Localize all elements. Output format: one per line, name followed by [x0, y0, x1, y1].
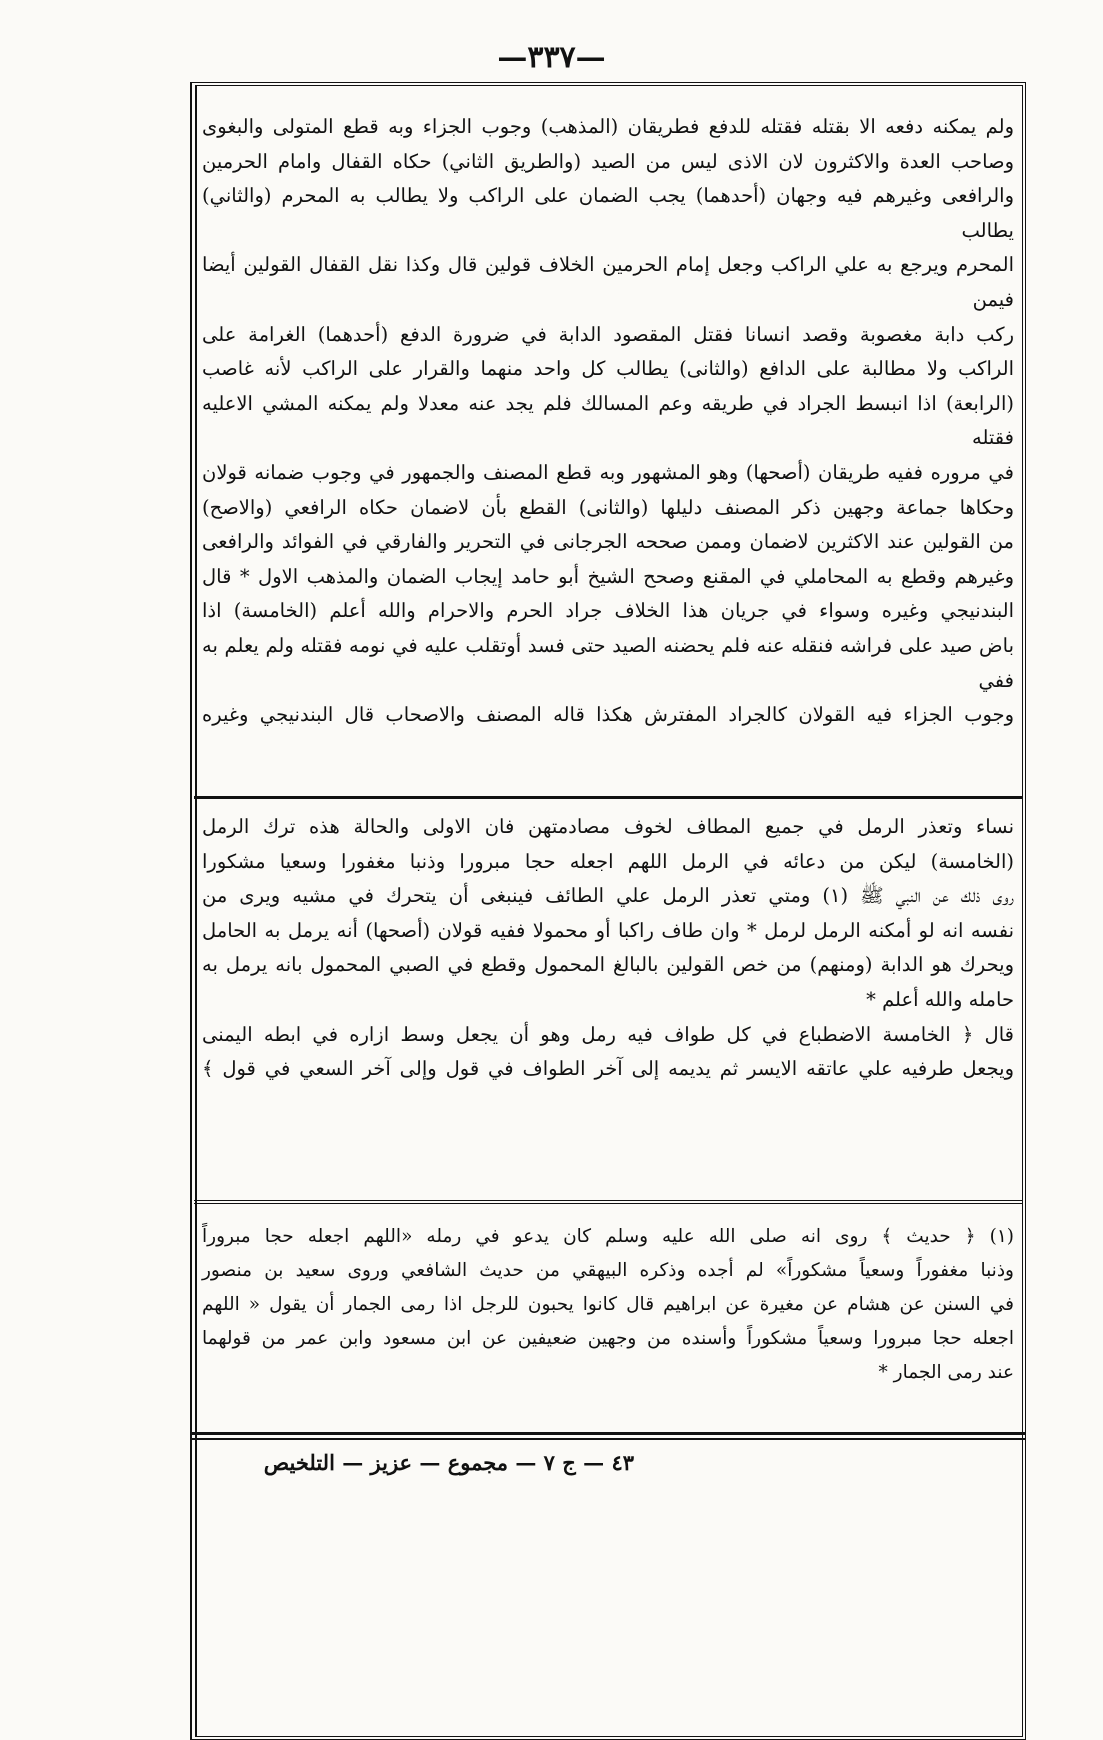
- footnote-block: [202, 1220, 1014, 1390]
- commentary-line: ركب دابة مغصوبة وقصد انسانا فقتل المقصود الدابة في ضرورة الدفع (أحدهما) الغرامة على: [202, 322, 1014, 346]
- commentary-line: وحكاها جماعة وجهين ذكر المصنف دليلها (والثانى) القطع بأن لاضمان حكاه الرافعي (والاصح): [202, 495, 1014, 519]
- commentary-line: ولم يمكنه دفعه الا بقتله فقتله للدفع فطريقان (المذهب) وجوب الجزاء وبه قطع المتولى والبغوى: [202, 115, 1014, 138]
- main-text-block: [202, 810, 1014, 1087]
- commentary-line: وجوب الجزاء فيه القولان كالجراد المفترش هكذا قاله المصنف والاصحاب قال البندنيجي وغيره: [202, 703, 1014, 727]
- commentary-line: وغيرهم وقطع به المحاملي في المقنع وصحح الشيخ أبو حامد إيجاب الضمان والمذهب الاول * قال: [202, 564, 1014, 588]
- section-divider: [194, 796, 1022, 799]
- commentary-line: وصاحب العدة والاكثرون لان الاذى ليس من الصيد (والطريق الثاني) حكاه القفال وامام الحرمين: [202, 149, 1014, 173]
- footnote-line: وذنبا مغفوراً وسعياً مشكوراً» لم أجده وذكره البيهقي من حديث الشافعي وروى سعيد بن منصور: [202, 1260, 1014, 1281]
- main-text-line: (الخامسة) ليكن من دعائه في الرمل اللهم اجعله حجا مبرورا وذنبا مغفورا وسعيا مشكورا: [202, 849, 1014, 873]
- commentary-line: (الرابعة) اذا انبسط الجراد في طريقه وعم المسالك فلم يجد عنه معدلا ولم يمكنه المشي الاعليه فقتله: [202, 391, 1014, 450]
- commentary-block: [202, 110, 1014, 733]
- main-text-line: نساء وتعذر الرمل في جميع المطاف لخوف مصادمتهن فان الاولى والحالة هذه ترك الرمل: [202, 815, 1014, 838]
- main-text-line: نفسه انه لو أمكنه الرمل لرمل * وان طاف راكبا أو محمولا ففيه قولان (أصحها) أنه يرمل به الحامل: [202, 918, 1014, 942]
- footnote-line: في السنن عن هشام عن مغيرة عن ابراهيم قال كانوا يحبون للرجل اذا رمى الجمار أن يقول « اللهم: [202, 1294, 1014, 1315]
- main-text-line: قال ﴿ الخامسة الاضطباع في كل طواف فيه رمل وهو أن يجعل وسط ازاره في ابطه اليمنى: [202, 1022, 1014, 1046]
- main-text-line: ويجعل طرفيه علي عاتقه الايسر ثم يديمه إلى آخر الطواف في قول وإلى آخر السعي في قول ﴾: [202, 1057, 1014, 1081]
- commentary-line: البندنيجي وغيره وسواء في جريان هذا الخلاف جراد الحرم والاحرام والله أعلم (الخامسة) اذا: [202, 599, 1014, 623]
- footnote-line: اجعله حجا مبرورا وسعياً مشكوراً وأسنده من وجهين ضعيفين عن ابن مسعود وابن عمر من قولهما: [202, 1328, 1014, 1349]
- page-number: —٣٣٧—: [497, 40, 606, 75]
- footnote-line: (١) ﴿ حديث ﴾ روى انه صلى الله عليه وسلم كان يدعو في رمله «اللهم اجعله حجا مبروراً: [202, 1226, 1014, 1247]
- commentary-line: والرافعى وغيرهم فيه وجهان (أحدهما) يجب الضمان على الراكب ولا يطالب به المحرم (والثاني) يطالب: [202, 184, 1014, 242]
- page-footer-signature: ٤٣ — ج ٧ — مجموع — عزيز — التلخيص: [263, 1450, 634, 1475]
- main-text-line: ويحرك هو الدابة (ومنهم) من خص القولين بالبالغ المحمول وقطع في الصبي المحمول بانه يرمل به: [202, 953, 1014, 977]
- commentary-line: في مروره ففيه طريقان (أصحها) وهو المشهور وبه قطع المصنف والجمهور في وجوب ضمانه قولان: [202, 460, 1014, 484]
- footnote-line: عند رمى الجمار *: [878, 1362, 1014, 1383]
- main-text-line: حامله والله أعلم *: [866, 987, 1014, 1011]
- footnote-divider: [194, 1200, 1022, 1208]
- frame-bottom-border: [190, 1432, 1026, 1440]
- main-text-line: روى ذلك عن النبي ﷺ (١) ومتي تعذر الرمل علي الطائف فينبغى أن يتحرك في مشيه ويرى من: [202, 884, 1014, 908]
- commentary-line: المحرم ويرجع به علي الراكب وجعل إمام الحرمين الخلاف قولين قال وكذا نقل القفال القولين أيضا فيمن: [202, 253, 1014, 311]
- commentary-line: باض صيد على فراشه فنقله عنه فلم يحضنه الصيد حتى فسد أوتقلب عليه في نومه فقتله ولم يعلم به ففي: [202, 633, 1014, 692]
- commentary-line: من القولين عند الاكثرين لاضمان وممن صححه الجرجانى في التحرير والفارقي في الفوائد والرافعى: [202, 530, 1014, 554]
- commentary-line: الراكب ولا مطالبة على الدافع (والثانى) يطالب كل واحد منهما والقرار على الراكب لأنه غاصب: [202, 357, 1014, 381]
